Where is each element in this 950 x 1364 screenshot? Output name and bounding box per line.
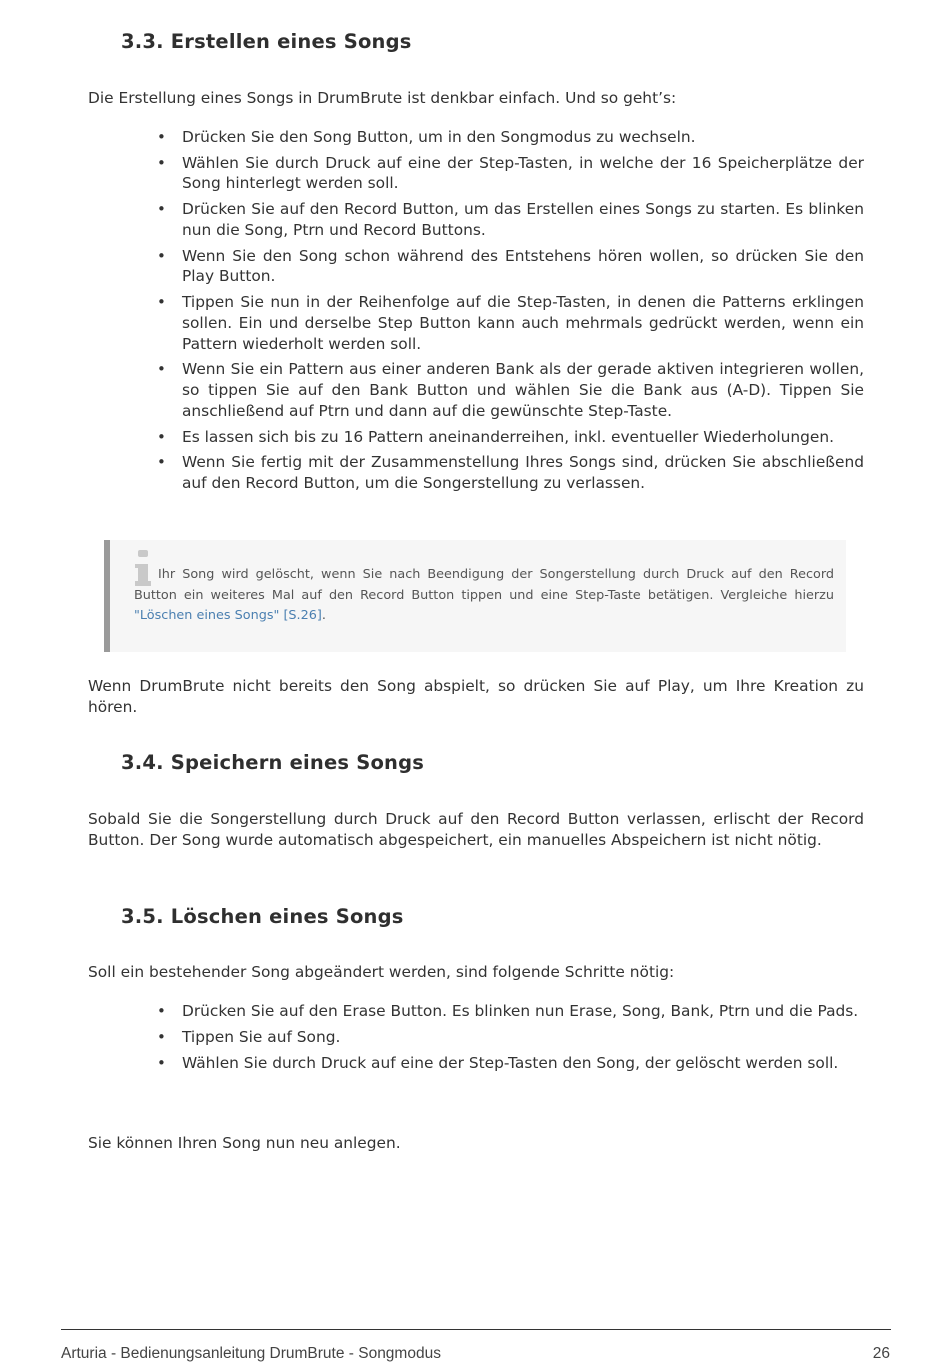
page-number: 26 bbox=[872, 1345, 890, 1362]
note-text: Ihr Song wird gelöscht, wenn Sie nach Beendigung der Songerstellung durch Druck auf den Record Button ein weiteres Mal auf den Record Button tippen und eine Step-Taste betätigen. Vergleiche hierzu "Löschen eines Songs" [S.26]. bbox=[134, 567, 834, 624]
list-item: • Drücken Sie den Song Button, um in den Songmodus zu wechseln. bbox=[157, 128, 696, 146]
bullet-glyph: • bbox=[157, 246, 166, 265]
list-item: • Es lassen sich bis zu 16 Pattern aneinanderreihen, inkl. eventueller Wiederholungen. bbox=[157, 427, 835, 446]
section-3-3-intro: Die Erstellung eines Songs in DrumBrute ist denkbar einfach. Und so geht’s: bbox=[88, 89, 677, 107]
list-item: • Tippen Sie auf Song. bbox=[157, 1027, 341, 1046]
section-3-5-steps bbox=[157, 1001, 864, 1079]
bullet-glyph: • bbox=[157, 293, 166, 312]
section-3-5-intro: Soll ein bestehender Song abgeändert werden, sind folgende Schritte nötig: bbox=[88, 963, 675, 981]
bullet-glyph: • bbox=[157, 360, 166, 379]
list-item: • Wenn Sie den Song schon während des Entstehens hören wollen, so drücken Sie den Play Button. bbox=[157, 246, 864, 286]
section-3-4-body: Sobald Sie die Songerstellung durch Druck auf den Record Button verlassen, erlischt der Record Button. Der Song wurde automatisch abgespeichert, ein manuelles Abspeichern ist nicht nötig. bbox=[88, 810, 864, 849]
footer-divider bbox=[61, 1329, 891, 1330]
section-heading-3-4: 3.4. Speichern eines Songs bbox=[121, 751, 425, 774]
bullet-glyph: • bbox=[157, 1053, 166, 1072]
bullet-glyph: • bbox=[157, 427, 166, 446]
list-item: • Drücken Sie auf den Erase Button. Es blinken nun Erase, Song, Bank, Ptrn und die Pads. bbox=[157, 1002, 859, 1020]
section-3-3-closing: Wenn DrumBrute nicht bereits den Song abspielt, so drücken Sie auf Play, um Ihre Kreation zu hören. bbox=[88, 677, 864, 716]
bullet-glyph: • bbox=[157, 1027, 166, 1046]
bullet-glyph: • bbox=[157, 200, 166, 219]
list-item: • Wenn Sie ein Pattern aus einer anderen Bank als der gerade aktiven integrieren wollen, so tippen Sie auf den Bank Button und wählen Sie die Bank aus (A-D). Tippen Sie anschließend auf Ptrn und dann auf die gewünschte Step-Taste. bbox=[157, 360, 864, 420]
bullet-glyph: • bbox=[157, 128, 166, 146]
bullet-glyph: • bbox=[157, 1002, 166, 1020]
list-item: • Tippen Sie nun in der Reihenfolge auf die Step-Tasten, in denen die Patterns erklingen sollen. Ein und derselbe Step Button kann auch mehrmals gedrückt werden, wenn ein Pattern wiederholt werden soll. bbox=[157, 293, 864, 353]
note-link[interactable]: "Löschen eines Songs" [S.26] bbox=[134, 608, 322, 624]
section-3-3-steps bbox=[157, 127, 864, 499]
list-item: • Wählen Sie durch Druck auf eine der Step-Tasten, in welche der 16 Speicherplätze der Song hinterlegt werden soll. bbox=[157, 153, 864, 193]
section-heading-3-3: 3.3. Erstellen eines Songs bbox=[121, 30, 412, 53]
list-item: • Drücken Sie auf den Record Button, um das Erstellen eines Songs zu starten. Es blinken nun die Song, Ptrn und Record Buttons. bbox=[157, 200, 864, 239]
list-item: • Wählen Sie durch Druck auf eine der Step-Tasten den Song, der gelöscht werden soll. bbox=[157, 1053, 839, 1072]
footer-title: Arturia - Bedienungsanleitung DrumBrute - Songmodus bbox=[61, 1345, 441, 1362]
section-heading-3-5: 3.5. Löschen eines Songs bbox=[121, 905, 404, 928]
bullet-glyph: • bbox=[157, 153, 166, 172]
section-3-5-closing: Sie können Ihren Song nun neu anlegen. bbox=[88, 1134, 401, 1152]
bullet-glyph: • bbox=[157, 453, 166, 472]
info-note bbox=[104, 540, 846, 652]
list-item: • Wenn Sie fertig mit der Zusammenstellung Ihres Songs sind, drücken Sie abschließend auf den Record Button, um die Songerstellung zu verlassen. bbox=[157, 453, 864, 492]
